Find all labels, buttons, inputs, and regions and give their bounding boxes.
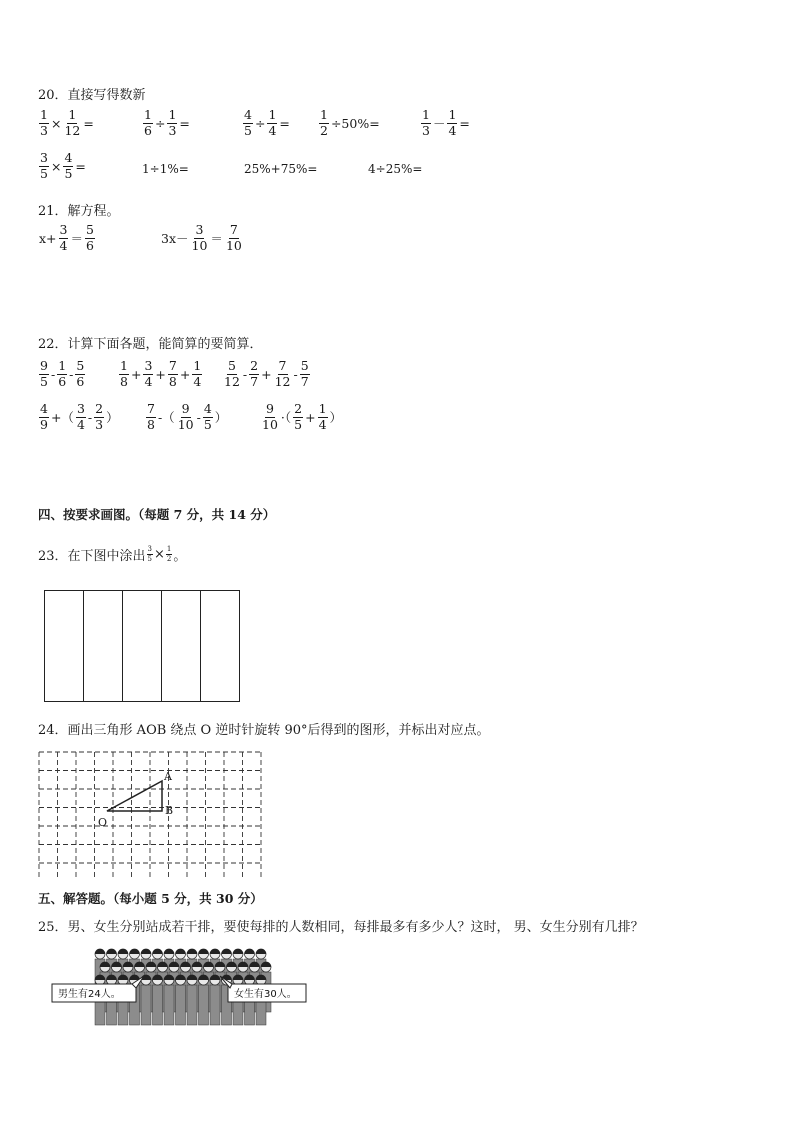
q23-column[interactable]	[84, 591, 123, 701]
student-hair	[187, 949, 197, 954]
student-hair	[164, 949, 174, 954]
student-body	[199, 985, 209, 1025]
q22-expr-4: $\frac{4}{9}$ +（ $\frac{3}{4}$ - $\frac{2}{3}$ ）	[40, 401, 119, 432]
student-body	[176, 985, 186, 1025]
student-body	[187, 985, 197, 1025]
q24-dashed-grid[interactable]	[38, 748, 270, 880]
q20-expr-8: 25%+75%=	[244, 162, 318, 176]
q20-title: 20．直接写得数新	[38, 88, 146, 103]
girls-count-label: 女生有30人。	[234, 989, 297, 1000]
student-hair	[118, 949, 128, 954]
students-illustration	[48, 940, 310, 1034]
boys-count-label: 男生有24人。	[58, 989, 121, 1000]
q23-column[interactable]	[162, 591, 201, 701]
student-body	[210, 985, 220, 1025]
student-hair	[210, 949, 220, 954]
q22-expr-2: $\frac{1}{8}$ + $\frac{3}{4}$ + $\frac{7}{8}$ + $\frac{1}{4}$	[120, 358, 202, 389]
q22-title: 22．计算下面各题，能简算的要简算．	[38, 337, 263, 352]
q22-expr-6: $\frac{9}{10}$ ·（ $\frac{2}{5}$ + $\frac{1}{4}$ ）	[262, 401, 343, 432]
q23-shading-rectangle[interactable]	[44, 590, 240, 702]
triangle-aob	[107, 781, 162, 811]
student-hair	[141, 949, 151, 954]
q20-expr-6: $\frac{3}{5}$ × $\frac{4}{5}$ =	[40, 150, 86, 181]
student-hair	[95, 949, 105, 954]
q25-title: 25．男、女生分别站成若干排，要使每排的人数相同，每排最多有多少人？这时， 男、女生分别有几排？	[38, 920, 644, 935]
q22-expr-5: $\frac{7}{8}$ -（ $\frac{9}{10}$ - $\frac{4}{5}$ ）	[147, 401, 228, 432]
label-b: B	[165, 804, 174, 817]
q24-title: 24．画出三角形 AOB 绕点 O 逆时针旋转 90°后得到的图形，并标出对应点。	[38, 723, 490, 738]
q20-expr-7: 1÷1%=	[142, 162, 189, 176]
q20-expr-4: $\frac{1}{2}$ ÷50%=	[320, 107, 380, 138]
student-body	[153, 985, 163, 1025]
q23-column[interactable]	[201, 591, 239, 701]
label-a: A	[164, 770, 172, 783]
student-body	[164, 985, 174, 1025]
label-o: O	[98, 816, 108, 829]
q23-title: 23．在下图中涂出 $\frac{3}{5}$ × $\frac{1}{2}$ 。	[38, 545, 187, 564]
q20-expr-2: $\frac{1}{6}$ ÷ $\frac{1}{3}$ =	[144, 107, 190, 138]
q23-column[interactable]	[45, 591, 84, 701]
student-hair	[153, 949, 163, 954]
q21-equation-1: x+ $\frac{3}{4}$ ＝ $\frac{5}{6}$	[39, 222, 94, 253]
q23-column[interactable]	[123, 591, 162, 701]
student-hair	[233, 949, 243, 954]
student-hair	[222, 949, 232, 954]
q20-expr-3: $\frac{4}{5}$ ÷ $\frac{1}{4}$ =	[244, 107, 290, 138]
q20-expr-1: $\frac{1}{3}$ × $\frac{1}{12}$ =	[40, 107, 94, 138]
q22-expr-1: $\frac{9}{5}$ - $\frac{1}{6}$ - $\frac{5}{6}$	[40, 358, 85, 389]
student-hair	[176, 949, 186, 954]
q20-expr-9: 4÷25%=	[368, 162, 423, 176]
student-hair	[256, 949, 266, 954]
student-body	[141, 985, 151, 1025]
section-5-heading: 五、解答题。（每小题 5 分，共 30 分）	[38, 891, 263, 906]
q22-expr-3: $\frac{5}{12}$ - $\frac{2}{7}$ + $\frac{7}{12}$ - $\frac{5}{7}$	[224, 358, 309, 389]
student-hair	[199, 949, 209, 954]
student-hair	[107, 949, 117, 954]
student-hair	[245, 949, 255, 954]
section-4-heading: 四、按要求画图。（每题 7 分，共 14 分）	[38, 507, 276, 522]
q21-equation-2: 3x－ $\frac{3}{10}$ ＝ $\frac{7}{10}$	[161, 222, 242, 253]
q21-title: 21．解方程。	[38, 204, 120, 219]
q20-expr-5: $\frac{1}{3}$ － $\frac{1}{4}$ =	[422, 107, 470, 138]
student-hair	[130, 949, 140, 954]
